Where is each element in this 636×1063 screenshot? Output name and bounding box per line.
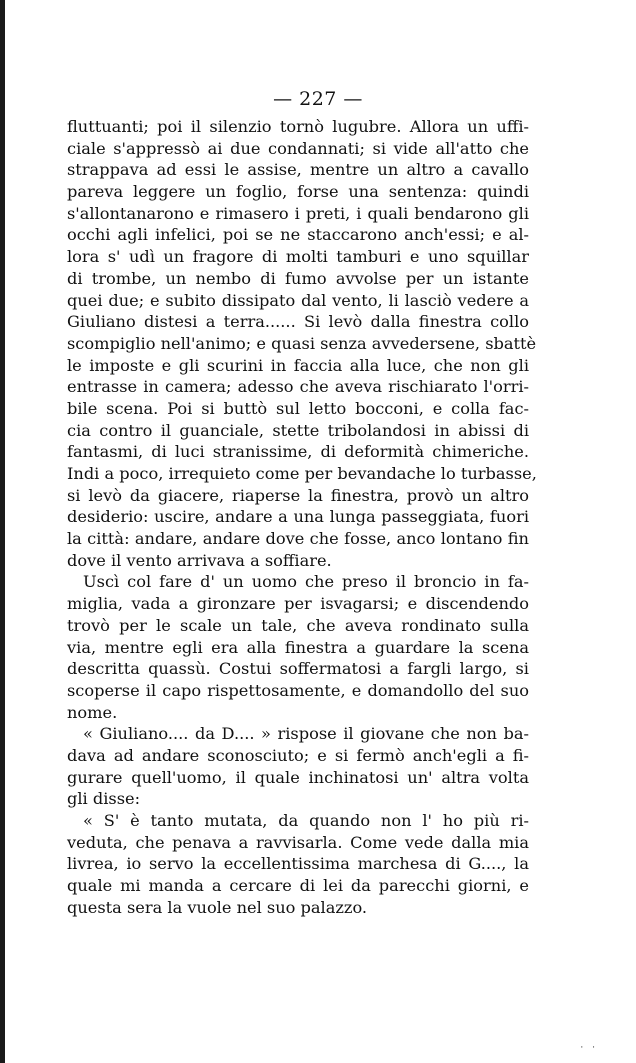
text-line: fantasmi, di luci stranissime, di deformità chimeriche. — [67, 442, 529, 462]
text-line: strappava ad essi le assise, mentre un altro a cavallo — [67, 160, 529, 180]
text-line: livrea, io servo la eccellentissima marchesa di G...., la — [67, 854, 529, 874]
text-line: « Giuliano.... da D.... » rispose il giovane che non ba- — [83, 724, 529, 744]
text-line: desiderio: uscire, andare a una lunga passeggiata, fuori — [67, 507, 529, 527]
paragraph-end-line: gli disse: — [67, 789, 141, 809]
text-line: Uscì col fare d' un uomo che preso il broncio in fa- — [83, 572, 529, 592]
text-line: di trombe, un nembo di fumo avvolse per un istante — [67, 268, 529, 288]
text-line: scoperse il capo rispettosamente, e domandollo del suo — [67, 680, 529, 700]
text-line: quale mi manda a cercare di lei da parecchi giorni, e — [67, 876, 529, 896]
text-line: dava ad andare sconosciuto; e si fermò anch'egli a fi- — [67, 745, 529, 765]
text-line: Giuliano distesi a terra...... Si levò dalla finestra collo — [67, 312, 529, 332]
text-line: pareva leggere un foglio, forse una sentenza: quindi — [67, 182, 529, 202]
paragraph-end-line: dove il vento arrivava a soffiare. — [67, 550, 332, 570]
text-line: « S' è tanto mutata, da quando non l' ho più ri- — [83, 811, 529, 830]
text-line: occhi agli infelici, poi se ne staccarono anch'essi; e al- — [67, 225, 529, 245]
text-line: si levò da giacere, riaperse la finestra, provò un altro — [67, 485, 529, 505]
text-line: scompiglio nell'animo; e quasi senza avvedersene, sbattè — [67, 333, 537, 353]
text-line: gurare quell'uomo, il quale inchinatosi un' altra volta — [67, 767, 529, 787]
page-binding-edge — [0, 0, 5, 1063]
text-line: descritta quassù. Costui soffermatosi a fargli largo, si — [67, 659, 529, 679]
text-line: la città: andare, andare dove che fosse, anco lontano fin — [67, 529, 529, 549]
text-line: fluttuanti; poi il silenzio tornò lugubre. Allora un uffi- — [67, 117, 529, 136]
text-line: s'allontanarono e rimasero i preti, i quali bendarono gli — [67, 203, 529, 223]
text-line: veduta, che penava a ravvisarla. Come vede dalla mia — [67, 832, 529, 852]
text-line: entrasse in camera; adesso che aveva rischiarato l'orri- — [67, 377, 529, 397]
paragraph-end-line: nome. — [67, 702, 118, 722]
body-text — [67, 116, 537, 918]
text-line: ciale s'appressò ai due condannati; si vide all'atto che — [67, 138, 529, 158]
text-line: lora s' udì un fragore di molti tamburi e uno squillar — [67, 247, 529, 267]
page-number: — 227 — — [273, 88, 363, 110]
text-line: quei due; e subito dissipato dal vento, li lasciò vedere a — [67, 290, 529, 310]
paragraph-end-line: questa sera la vuole nel suo palazzo. — [67, 897, 368, 917]
text-line: via, mentre egli era alla finestra a guardare la scena — [67, 637, 529, 657]
text-line: cia contro il guanciale, stette tribolandosi in abissi di — [67, 420, 529, 440]
text-line: le imposte e gli scurini in faccia alla luce, che non gli — [67, 355, 529, 375]
text-line: trovò per le scale un tale, che aveva rondinato sulla — [67, 615, 529, 635]
text-line: Indi a poco, irrequieto come per bevandache lo turbasse, — [67, 464, 537, 483]
print-speck-decoration: · · — [580, 1043, 598, 1053]
text-line: miglia, vada a gironzare per isvagarsi; e discendendo — [67, 594, 529, 614]
text-line: bile scena. Poi si buttò sul letto bocconi, e colla fac- — [67, 398, 529, 418]
